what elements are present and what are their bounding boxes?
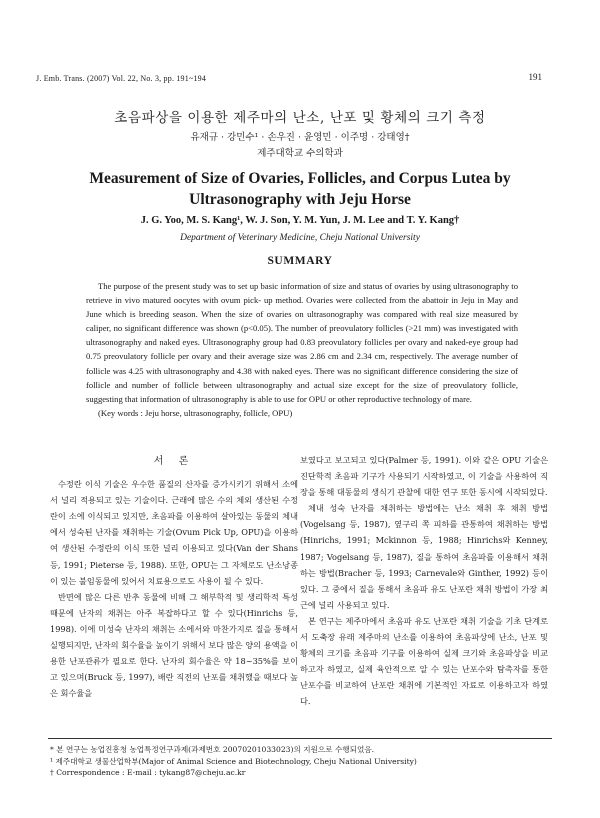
korean-title: 초음파상을 이용한 제주마의 난소, 난포 및 황체의 크기 측정 [114,110,486,126]
footnote-funding: * 본 연구는 농업진흥청 농업특정연구과제(과제번호 20070201033023)의 지원으로 수행되었음. [50,745,375,754]
page-number: 191 [528,72,542,82]
body-paragraph: 보였다고 보고되고 있다(Palmer 등, 1991). 이와 같은 OPU 기술은 진단학적 초음파 기구가 사용되기 시작하였고, 이 기술을 사용하여 직장을 통해 대동물의 생식기 관찰에 대한 연구 또한 동시에 시작되었다. [300,455,548,498]
footnotes [50,744,417,779]
right-column [300,452,548,710]
body-paragraph: 수정란 이식 기술은 우수한 품질의 산자를 증가시키기 위해서 소에서 널리 적용되고 있는 기술이다. 근래에 많은 수의 체외 생산된 수정란이 소에 이식되고 있지만, 초음파를 이용하여 살아있는 동물의 체내에서 성숙된 난자를 채취하는 기술(Ovum Pick Up, OPU)을 이용하여 생산된 수정란의 이식 또한 널리 이용되고 있다(Van der Shans 등, 1991; Pieterse 등, 1988). 또한, OPU는 그 자체로도 난소낭종이 있는 불임동물에 있어서 치료용으로도 사용이 될 수 있다. [50,479,298,586]
body-paragraph: 본 연구는 제주마에서 초음파 유도 난포란 채취 기술을 기초 단계로서 도축장 유래 제주마의 난소를 이용하여 초음파상에 난소, 난포 및 황체의 크기를 초음파 기구를 이용하여 실제 크기와 초음파상을 비교하고자 하였고, 실제 육안적으로 알 수 있는 난포수와 탐촉자를 통한 난포수를 비교하여 난포란 채취에 기본적인 자료로 이용하고자 하였다. [300,615,548,707]
english-authors: J. G. Yoo, M. S. Kang¹, W. J. Son, Y. M. Yun, J. M. Lee and T. Y. Kang† [140,215,460,226]
korean-department: 제주대학교 수의학과 [257,148,343,159]
left-column [50,454,298,701]
english-title-line1: Measurement of Size of Ovaries, Follicles, and Corpus Lutea by [89,170,511,187]
footnote-divider [48,738,552,739]
summary-heading: SUMMARY [267,255,333,267]
english-title [0,168,600,210]
english-title-line2: Ultrasonography with Jeju Horse [189,191,411,208]
summary-text: The purpose of the present study was to set up basic information of size and status of ovaries by using ultrasonography to retrieve in vivo matured oocytes with ovum pick- up method. Ovaries were collected from the abattoir in Jeju in May and June which is breeding season. When the size of ovaries on ultrasonography was compared with real size measured by caliper, no significant difference was shown (p<0.05). The number of preovulatory follicles (>21 mm) was investigated with ultrasonography and naked eyes. Ultrasonography group had 0.83 preovulatory follicles per ovary and naked-eye group had 0.75 preovulatory follicle per ovary and their average size was 2.86 cm and 2.34 cm, respectively. The average number of follicle was 4.25 with ultrasonography and 4.38 with naked eyes. There was no significant difference considering the size of follicle and number of follicle between ultrasonography and actual size except for the size of preovulatory follicle, suggesting that information of ultrasonography is able to use for OPU or other reproductive technology of mare. [86,281,518,404]
summary-block [86,279,518,420]
body-paragraph: 체내 성숙 난자를 채취하는 방법에는 난소 채취 후 채취 방법(Vogelsang 등, 1987), 옆구리 쪽 피하를 관통하여 채취하는 방법(Hinrichs, 1991; Mckinnon 등, 1988; Hinrichs와 Kenney, 1987; Vogelsang 등, 1987), 질을 통하여 초음파를 이용해서 채취하는 방법(Bracher 등, 1993; Carnevale와 Ginther, 1992) 등이 있다. 그 중에서 질을 통해서 초음파 유도 난포란 채취 방법이 가장 최근에 널리 사용되고 있다. [300,503,548,610]
footnote-affiliation: ¹ 제주대학교 생물산업학부(Major of Animal Science and Biotechnology, Cheju National University) [50,756,417,766]
korean-authors: 유재규 · 강민수¹ · 손우진 · 윤영민 · 이주명 · 강태영† [190,132,410,143]
body-paragraph: 반면에 많은 다른 반추 동물에 비해 그 해부학적 및 생리학적 특성 때문에 난자의 채취는 아주 복잡하다고 할 수 있다(Hinrichs 등, 1998). 이에 미성숙 난자의 채취는 소에서와 마찬가지로 질을 통해서 실행되지만, 난자의 회수율을 높이기 위해서 보다 많은 양의 용액을 이용한 난포관류가 필요로 한다. 난자의 회수율은 약 18~35%를 보이고 있으며(Bruck 등, 1997), 배란 직전의 난포를 채취했을 때보다 높은 회수율을 [50,591,298,699]
journal-citation: J. Emb. Trans. (2007) Vol. 22, No. 3, pp. 191~194 [36,74,207,83]
section-heading: 서 론 [153,456,195,467]
english-department: Department of Veterinary Medicine, Cheju National University [180,233,420,243]
footnote-correspondence: † Correspondence : E-mail : tykang87@cheju.ac.kr [50,768,246,777]
summary-keywords: (Key words : Jeju horse, ultrasonography, follicle, OPU) [98,407,293,418]
